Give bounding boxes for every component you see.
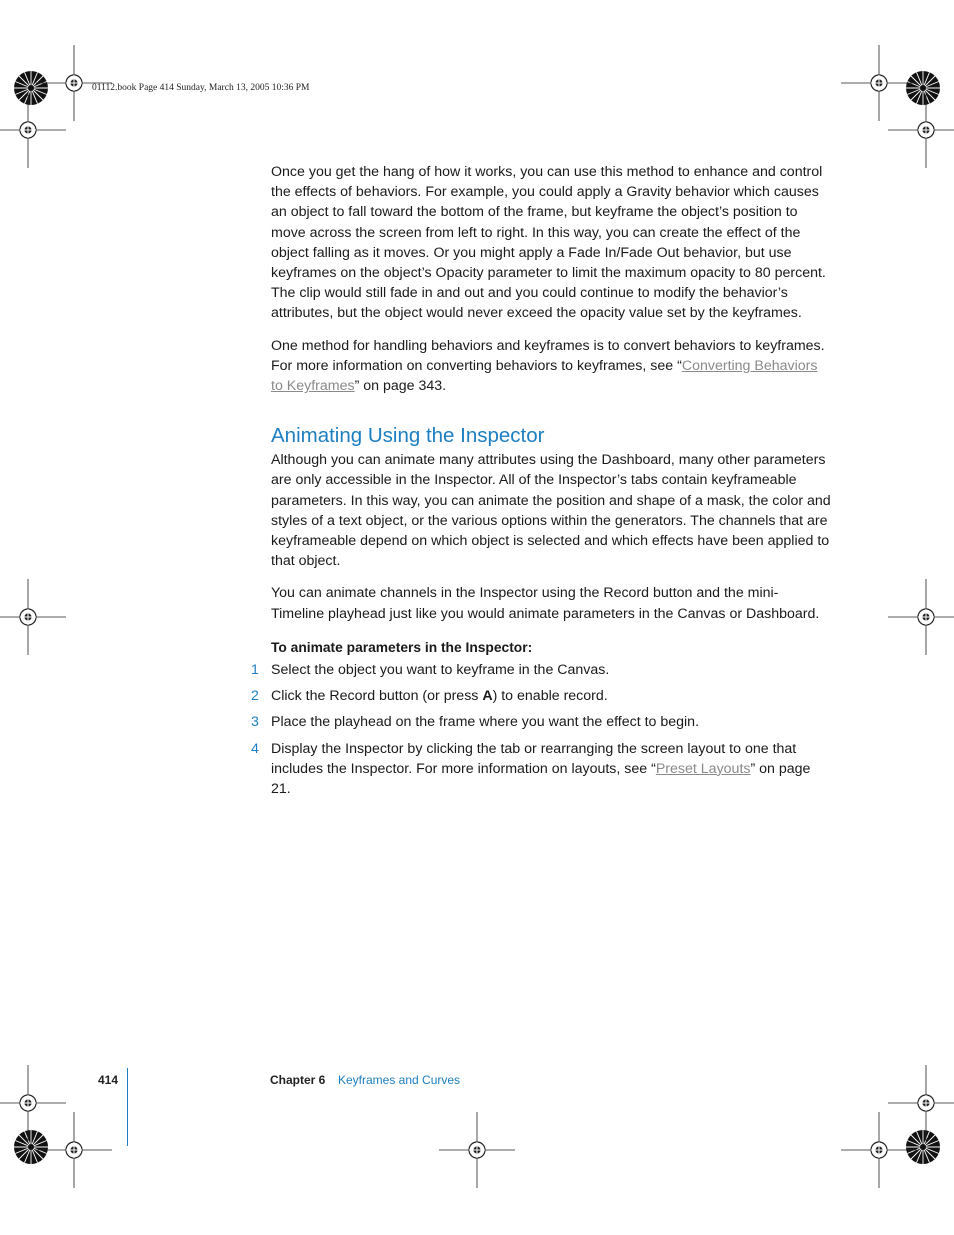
step-number: 4 bbox=[251, 740, 259, 757]
section-paragraph-1: Although you can animate many attributes using the Dashboard, many other parameters are only accessible in the Inspector. All of the Inspector’s tabs contain keyframeable parameters. In this way, you can animate the position and shape of a mask, the color and styles of a text object, or the various options within the generators. The channels that are keyframeable depend on which object is selected and which effects have been applied to that object. bbox=[271, 452, 831, 570]
page-content bbox=[251, 162, 831, 805]
crosshair-mark-right-mid bbox=[888, 579, 954, 655]
intro-paragraph-2 bbox=[271, 336, 831, 397]
star-mark-top-right bbox=[906, 71, 940, 105]
footer-divider bbox=[127, 1068, 128, 1146]
converting-behaviors-link[interactable]: Converting Behaviors to Keyframes bbox=[271, 357, 818, 395]
star-mark-top-left bbox=[14, 71, 48, 105]
crosshair-mark-bottom-2 bbox=[841, 1112, 917, 1188]
step-text-suffix: ) to enable record. bbox=[492, 688, 608, 705]
section-paragraph-2: You can animate channels in the Inspector using the Record button and the mini-Timeline playhead just like you would animate parameters in the Canvas or Dashboard. bbox=[271, 585, 820, 622]
key-shortcut: A bbox=[482, 688, 493, 705]
step-number: 2 bbox=[251, 688, 259, 705]
intro-paragraph-1: Once you get the hang of how it works, you can use this method to enhance and control the effects of behaviors. For example, you could apply a Gravity behavior which causes an object to fall toward the bottom of the frame, but keyframe the object’s position to move across the screen from left to right. In this way, you can create the effect of the object falling as it moves. Or you might apply a Fade In/Fade Out behavior, but use keyframes on the object’s Opacity parameter to limit the maximum opacity to 80 percent. The clip would still fade in and out and you could continue to modify the behavior’s attributes, but the object would never exceed the opacity value set by the keyframes. bbox=[271, 164, 826, 322]
step-item bbox=[251, 660, 831, 680]
step-number: 3 bbox=[251, 714, 259, 731]
steps-list bbox=[251, 660, 831, 799]
star-mark-bottom-left bbox=[14, 1130, 48, 1164]
step-item bbox=[251, 686, 831, 706]
print-slug-line: 01112.book Page 414 Sunday, March 13, 2005 10:36 PM bbox=[92, 83, 310, 93]
footer-chapter-label: Chapter 6 bbox=[270, 1073, 326, 1087]
step-text: Click the Record button (or press bbox=[271, 688, 483, 705]
crosshair-mark-right-2 bbox=[888, 1065, 954, 1141]
intro-paragraph-2-suffix: ” on page 343. bbox=[354, 378, 447, 395]
step-item bbox=[251, 712, 831, 732]
task-title: To animate parameters in the Inspector: bbox=[271, 639, 533, 655]
footer-chapter-title: Keyframes and Curves bbox=[338, 1073, 461, 1087]
page-number: 414 bbox=[98, 1073, 119, 1087]
crosshair-mark-left-2 bbox=[0, 1065, 66, 1141]
step-text: Display the Inspector by clicking the tab or rearranging the screen layout to one that includes the Inspector. For more information on layouts, see “ bbox=[271, 740, 797, 777]
crosshair-mark-left-mid bbox=[0, 579, 66, 655]
step-number: 1 bbox=[251, 662, 259, 679]
crosshair-mark-top-2 bbox=[841, 45, 917, 121]
step-text: Select the object you want to keyframe in the Canvas. bbox=[271, 662, 610, 679]
crosshair-mark-bottom-center bbox=[439, 1112, 515, 1188]
section-heading: Animating Using the Inspector bbox=[271, 424, 545, 448]
preset-layouts-link[interactable]: Preset Layouts bbox=[655, 760, 751, 777]
star-mark-bottom-right bbox=[906, 1130, 940, 1164]
step-text: Place the playhead on the frame where you want the effect to begin. bbox=[271, 714, 700, 731]
step-item bbox=[251, 739, 831, 800]
intro-paragraph-2-text: One method for handling behaviors and keyframes is to convert behaviors to keyframes. For more information on converting behaviors to keyframes, see “ bbox=[271, 337, 825, 374]
crosshair-mark-bottom-1 bbox=[36, 1112, 112, 1188]
step-text-suffix: ” on page 21. bbox=[271, 760, 811, 798]
